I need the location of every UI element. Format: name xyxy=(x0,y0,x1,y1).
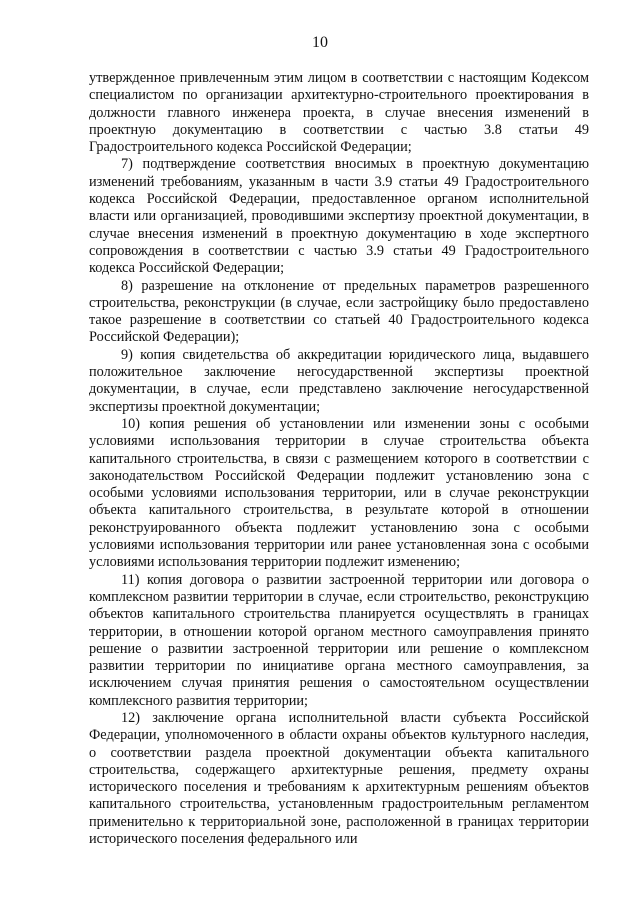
page-number: 10 xyxy=(312,34,328,51)
paragraph-item-9: 9) копия свидетельства об аккредитации юридического лица, выдавшего положительное заключение негосударственной экспертизы проектной документации, в случае, если представлено заключение негосударственной экспертизы проектной документации; xyxy=(89,346,589,415)
paragraph-continuation: утвержденное привлеченным этим лицом в соответствии с настоящим Кодексом специалистом по организации архитектурно-строительного проектирования в должности главного инженера проекта, в случае внесения изменений в проектную документацию в соответствии с частью 3.8 статьи 49 Градостроительного кодекса Российской Федерации; xyxy=(89,70,589,156)
paragraph-item-11: 11) копия договора о развитии застроенной территории или договора о комплексном развитии территории в случае, если строительство, реконструкцию объектов капитального строительства планируется осуществлять в границах территории, в отношении которой органом местного самоуправления принято решение о развитии застроенной территории или решение о комплексном развитии территории по инициативе органа местного самоуправления, за исключением случая принятия решения о самостоятельном осуществлении комплексного развития территории; xyxy=(89,571,589,709)
paragraph-item-12: 12) заключение органа исполнительной власти субъекта Российской Федерации, уполномоченного в области охраны объектов культурного наследия, о соответствии раздела проектной документации объекта капитального строительства, содержащего архитектурные решения, предмету охраны исторического поселения и требованиям к архитектурным решениям объектов капитального строительства, установленным градостроительным регламентом применительно к территориальной зоне, расположенной в границах территории исторического поселения федерального или xyxy=(89,709,589,848)
document-body xyxy=(89,70,589,848)
paragraph-item-7: 7) подтверждение соответствия вносимых в проектную документацию изменений требованиям, указанным в части 3.9 статьи 49 Градостроительного кодекса Российской Федерации, предоставленное органом исполнительной власти или организацией, проводившими экспертизу проектной документации, в случае внесения изменений в проектную документацию в ходе экспертного сопровождения в соответствии с частью 3.9 статьи 49 Градостроительного кодекса Российской Федерации; xyxy=(89,156,589,277)
paragraph-item-10: 10) копия решения об установлении или изменении зоны с особыми условиями использования территории в случае строительства объекта капитального строительства, в связи с размещением которого в соответствии с законодательством Российской Федерации подлежит установлению зона с особыми условиями использования территории, или в случае реконструкции объекта капитального строительства, в результате которой в отношении реконструированного объекта подлежит установлению зона с особыми условиями использования территории или ранее установленная зона с особыми условиями использования территории подлежит изменению; xyxy=(89,415,589,571)
paragraph-item-8: 8) разрешение на отклонение от предельных параметров разрешенного строительства, реконструкции (в случае, если застройщику было предоставлено такое разрешение в соответствии со статьей 40 Градостроительного кодекса Российской Федерации); xyxy=(89,277,589,346)
